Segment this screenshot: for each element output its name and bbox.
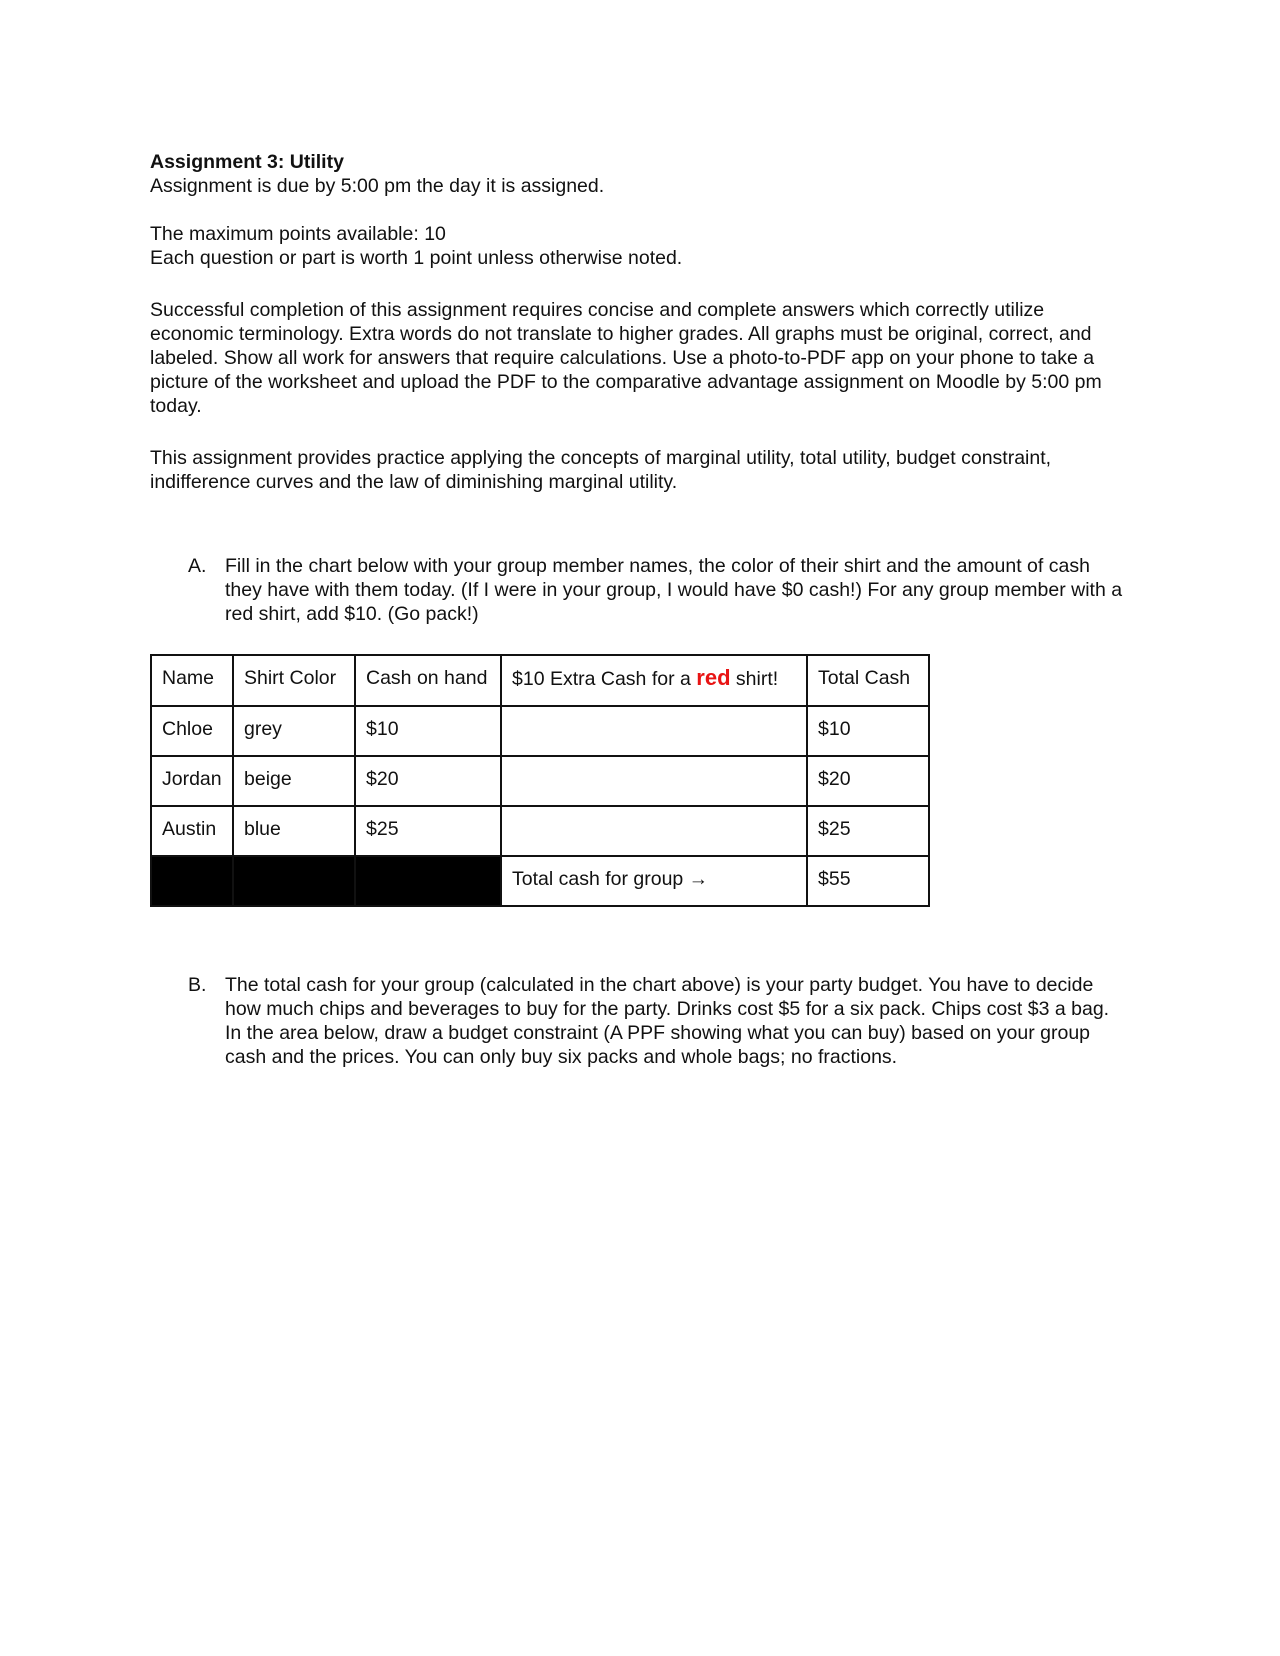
completion-instructions: Successful completion of this assignment requires concise and complete answers which correctly utilize economic terminology. Extra words do not translate to higher grades. All graphs must be original, correct, and labeled. Show all work for answers that require calculations. Use a photo-to-PDF app on your phone to take a picture of the worksheet and upload the PDF to the comparative advantage assignment on Moodle by 5:00 pm today. <box>150 299 1102 417</box>
max-points: The maximum points available: 10 <box>150 223 446 245</box>
blocked-cell <box>233 856 355 906</box>
table-row <box>151 706 929 756</box>
question-b-text: The total cash for your group (calculated in the chart above) is your party budget. You have to decide how much chips and beverages to buy for the party. Drinks cost $5 for a six pack. Chips cost $3 a bag. In the area below, draw a budget constraint (A PPF showing what you can buy) based on your group cash and the prices. You can only buy six packs and whole bags; no fractions. <box>225 974 1110 1068</box>
cell-extra-cash[interactable] <box>501 756 807 806</box>
header-shirt-color: Shirt Color <box>233 655 355 706</box>
assignment-purpose: This assignment provides practice applying the concepts of marginal utility, total utility, budget constraint, indifference curves and the law of diminishing marginal utility. <box>150 447 1052 493</box>
header-cash-on-hand: Cash on hand <box>355 655 501 706</box>
group-cash-table <box>150 654 930 907</box>
table-footer-row <box>151 856 929 906</box>
question-b-letter: B. <box>188 974 207 996</box>
header-extra-cash <box>501 655 807 706</box>
cell-cash-on-hand: $25 <box>355 806 501 856</box>
blocked-cell <box>151 856 233 906</box>
question-a-text: Fill in the chart below with your group member names, the color of their shirt and the amount of cash they have with them today. (If I were in your group, I would have $0 cash!) For any group member with a red shirt, add $10. (Go pack!) <box>225 555 1123 625</box>
group-total-value: $55 <box>807 856 929 906</box>
header-extra-prefix: $10 Extra Cash for a <box>512 668 697 690</box>
group-total-label: Total cash for group → <box>501 856 807 906</box>
cell-shirt-color: grey <box>233 706 355 756</box>
due-notice: Assignment is due by 5:00 pm the day it is assigned. <box>150 175 605 197</box>
cell-total-cash: $25 <box>807 806 929 856</box>
points-per-question: Each question or part is worth 1 point unless otherwise noted. <box>150 247 683 269</box>
cell-cash-on-hand: $10 <box>355 706 501 756</box>
cell-total-cash: $20 <box>807 756 929 806</box>
cell-total-cash: $10 <box>807 706 929 756</box>
question-a-letter: A. <box>188 555 207 577</box>
question-a <box>150 554 1130 626</box>
cell-name: Chloe <box>151 706 233 756</box>
header-extra-red-word: red <box>696 665 731 690</box>
cell-extra-cash[interactable] <box>501 706 807 756</box>
cell-shirt-color: beige <box>233 756 355 806</box>
header-name: Name <box>151 655 233 706</box>
table-row <box>151 756 929 806</box>
blocked-cell <box>355 856 501 906</box>
cell-extra-cash[interactable] <box>501 806 807 856</box>
header-extra-suffix: shirt! <box>730 668 779 690</box>
table-row <box>151 806 929 856</box>
cell-name: Austin <box>151 806 233 856</box>
cell-cash-on-hand: $20 <box>355 756 501 806</box>
cell-shirt-color: blue <box>233 806 355 856</box>
question-b <box>150 973 1130 1069</box>
assignment-title: Assignment 3: Utility <box>150 151 344 173</box>
cell-name: Jordan <box>151 756 233 806</box>
document-page <box>150 150 1130 1069</box>
header-total-cash: Total Cash <box>807 655 929 706</box>
table-header-row <box>151 655 929 706</box>
